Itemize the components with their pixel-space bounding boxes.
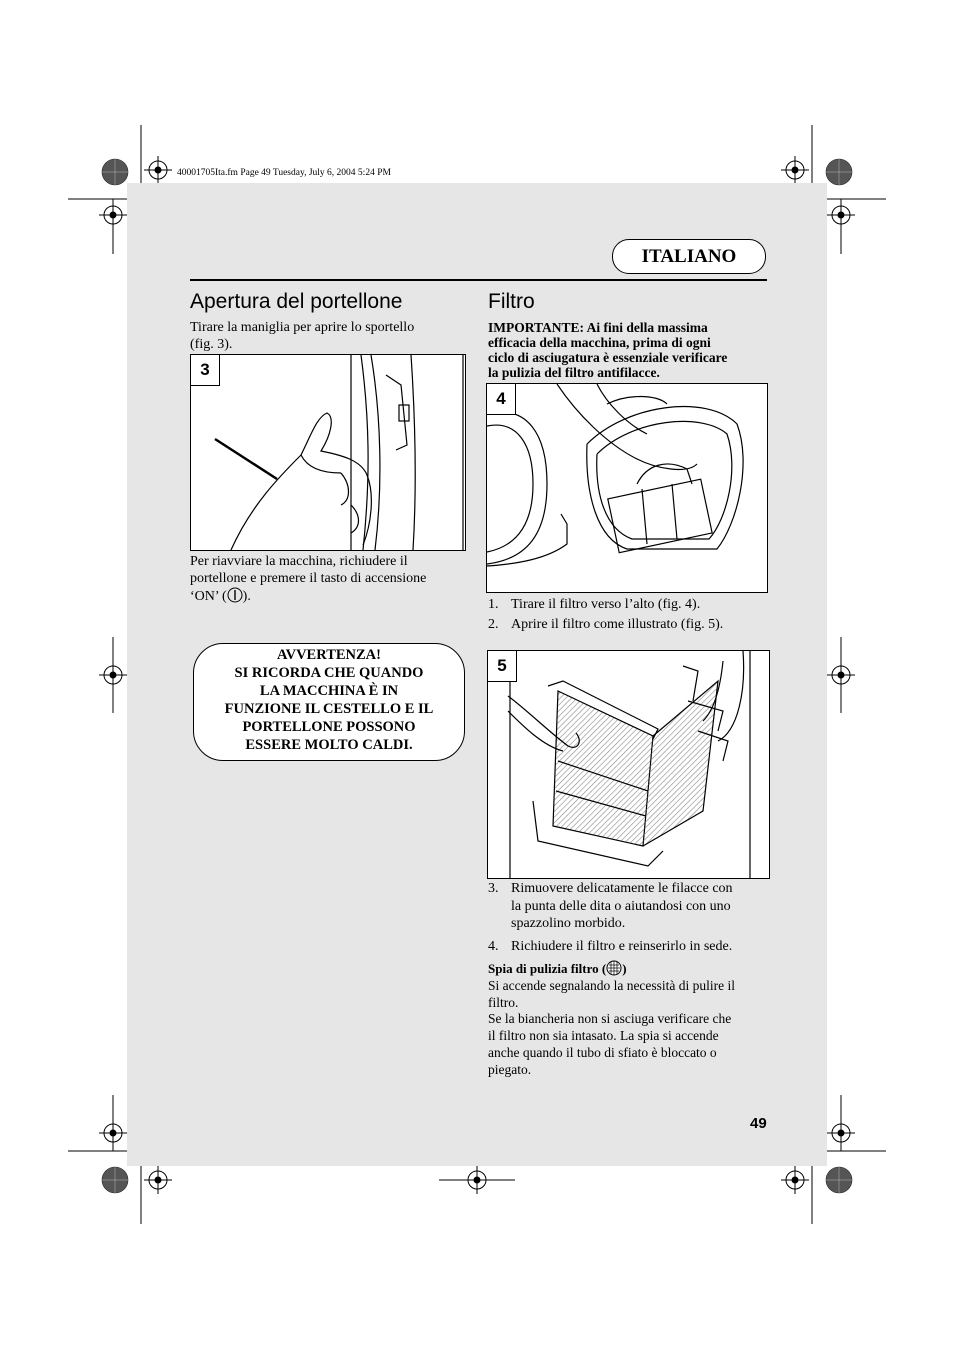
figure-4	[486, 383, 768, 593]
spia-line-2: filtro.	[488, 995, 519, 1010]
step-3-line-2: la punta delle dita o aiutandosi con uno	[511, 899, 731, 914]
warning-box	[193, 643, 465, 761]
warning-line-1: SI RICORDA CHE QUANDO	[234, 665, 424, 681]
warning-line-5: ESSERE MOLTO CALDI.	[245, 737, 413, 753]
figure-4-number: 4	[487, 384, 516, 415]
step-4-text: Richiudere il filtro e reinserirlo in sede.	[511, 939, 733, 954]
important-line-1: IMPORTANTE: Ai fini della massima	[488, 320, 708, 335]
step-3-number: 3.	[488, 881, 499, 896]
step-2	[488, 616, 768, 634]
step-4	[488, 938, 768, 956]
spia-title-pre: Spia di pulizia filtro (	[488, 961, 607, 976]
step-1-number: 1.	[488, 597, 499, 612]
spia-title-post: )	[622, 961, 627, 976]
restart-line-3-pre: ‘ON’ (	[190, 589, 227, 604]
header-rule	[190, 279, 767, 281]
spia-line-4: il filtro non sia intasato. La spia si accende	[488, 1028, 719, 1043]
power-icon	[227, 587, 243, 608]
warning-title: AVVERTENZA!	[277, 647, 381, 663]
important-line-4: la pulizia del filtro antifilacce.	[488, 365, 660, 380]
spia-line-1: Si accende segnalando la necessità di pulire il	[488, 978, 736, 993]
step-2-text: Aprire il filtro come illustrato (fig. 5).	[511, 617, 724, 632]
right-heading: Filtro	[488, 290, 535, 313]
important-line-3: ciclo di asciugatura è essenziale verificare	[488, 350, 728, 365]
figure-3	[190, 354, 466, 551]
filter-open-illustration	[488, 651, 769, 878]
important-line-2: efficacia della macchina, prima di ogni	[488, 335, 711, 350]
restart-line-3	[190, 587, 251, 608]
page-number: 49	[750, 1115, 767, 1132]
step-1-text: Tirare il filtro verso l’alto (fig. 4).	[511, 597, 701, 612]
restart-line-1: Per riavviare la macchina, richiudere il	[190, 554, 408, 569]
step-2-number: 2.	[488, 617, 499, 632]
filter-removal-illustration	[487, 384, 767, 592]
step-3-line-1: Rimuovere delicatamente le filacce con	[511, 881, 733, 896]
spia-line-3: Se la biancheria non si asciuga verificare che	[488, 1011, 732, 1026]
spia-line-6: piegato.	[488, 1062, 532, 1077]
warning-line-2: LA MACCHINA È IN	[259, 683, 399, 699]
file-info-header: 40001705Ita.fm Page 49 Tuesday, July 6, 2004 5:24 PM	[177, 168, 391, 178]
figure-5	[487, 650, 770, 879]
step-4-number: 4.	[488, 939, 499, 954]
intro-line-2: (fig. 3).	[190, 337, 233, 352]
door-handle-illustration	[191, 355, 465, 550]
intro-line-1: Tirare la maniglia per aprire lo sportello	[190, 320, 415, 335]
figure-5-number: 5	[488, 651, 517, 682]
step-3	[488, 880, 768, 934]
left-heading: Apertura del portellone	[190, 290, 403, 313]
step-1	[488, 596, 768, 614]
spia-line-5: anche quando il tubo di sfiato è bloccato o	[488, 1045, 717, 1060]
figure-3-number: 3	[191, 355, 220, 386]
restart-line-3-post: ).	[242, 589, 251, 604]
warning-line-3: FUNZIONE IL CESTELLO E IL	[224, 701, 434, 717]
language-tab: ITALIANO	[612, 239, 766, 274]
restart-line-2: portellone e premere il tasto di accensione	[190, 571, 427, 586]
warning-line-4: PORTELLONE POSSONO	[242, 719, 416, 735]
step-3-line-3: spazzolino morbido.	[511, 916, 626, 931]
